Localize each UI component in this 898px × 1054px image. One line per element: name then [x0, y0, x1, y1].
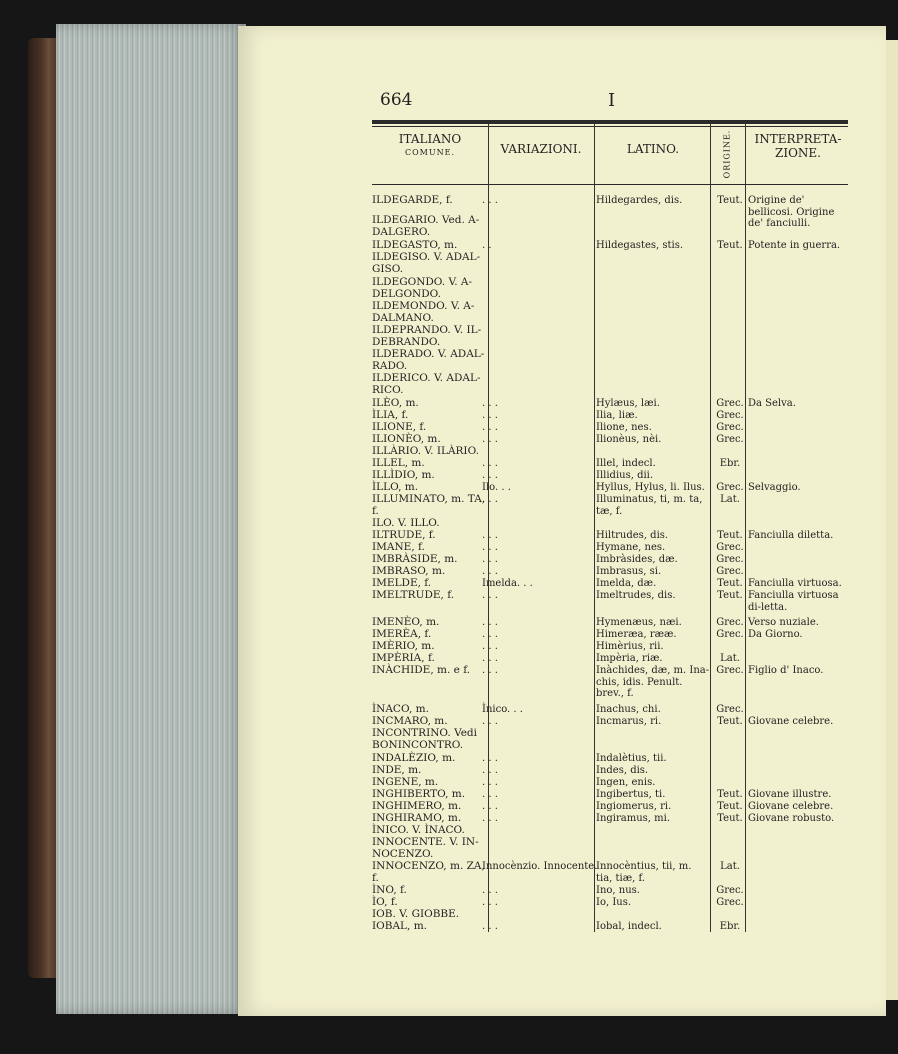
entry-italiano: INGHIBERTO, m. [372, 788, 466, 800]
entry-origine: Grec. [716, 704, 744, 715]
entry-origine: Lat. [720, 861, 740, 872]
entry-latino: Imbràsides, dæ. [596, 554, 678, 565]
entry-latino: Imeltrudes, dis. [596, 590, 676, 601]
entry-variazioni: . . . [482, 813, 498, 824]
entry-latino: Inachus, chi. [596, 704, 661, 715]
entry-latino: Ingiomerus, ri. [596, 801, 672, 812]
entry-latino: Himèrius, rii. [596, 641, 664, 652]
entry-origine: Grec. [716, 617, 744, 628]
header-variazioni: VARIAZIONI. [500, 142, 582, 156]
entry-variazioni: . . . [482, 641, 498, 652]
entry-latino: Ilionèus, nèi. [596, 434, 662, 445]
entry-italiano: INGENE, m. [372, 776, 439, 788]
entry-variazioni: . . . [482, 530, 498, 541]
entry-italiano: ILDERADO. V. ADAL-RADO. [372, 348, 485, 372]
entry-latino: Inàchides, dæ, m. Ina-chis, idis. Penult. brev., f. [596, 665, 710, 699]
entry-interpretazione: Verso nuziale. [748, 617, 819, 628]
dictionary-page [238, 26, 886, 1016]
entry-italiano: INGHIMERO, m. [372, 800, 462, 812]
entry-origine: Grec. [716, 398, 744, 409]
entry-origine: Grec. [716, 542, 744, 553]
entry-origine: Grec. [716, 410, 744, 421]
entry-latino: Iobal, indecl. [596, 921, 662, 932]
entry-italiano: INDE, m. [372, 764, 422, 776]
entry-latino: Incmarus, ri. [596, 716, 662, 727]
entry-italiano: ÌLIA, f. [372, 409, 409, 421]
entry-italiano: ILIONE, f. [372, 421, 427, 433]
entry-variazioni: . . . [482, 470, 498, 481]
entry-origine: Grec. [716, 422, 744, 433]
entry-italiano: INNOCENTE. V. IN-NOCENZO. [372, 836, 479, 860]
entry-origine: Teut. [717, 801, 743, 812]
entry-italiano: IMBRASO, m. [372, 565, 446, 577]
entry-variazioni: Ìnico. . . [482, 704, 523, 715]
entry-interpretazione: Figlio d' Inaco. [748, 665, 824, 676]
entry-italiano: INGHIRAMO, m. [372, 812, 462, 824]
entry-variazioni: . . . [482, 566, 498, 577]
entry-variazioni: Ilo. . . [482, 482, 511, 493]
entry-italiano: ÌO, f. [372, 896, 398, 908]
entry-italiano: IMELDE, f. [372, 577, 432, 589]
entry-variazioni: . . [482, 240, 492, 251]
entry-latino: Illel, indecl. [596, 458, 656, 469]
entry-latino: Hiltrudes, dis. [596, 530, 669, 541]
entry-italiano: INÀCHIDE, m. e f. [372, 664, 471, 676]
entry-italiano: IMÈRIO, m. [372, 640, 435, 652]
entry-origine: Teut. [717, 240, 743, 251]
entry-latino: Hildegastes, stis. [596, 240, 684, 251]
entry-interpretazione: Fanciulla virtuosa di-letta. [748, 590, 839, 613]
entry-variazioni: . . . [482, 410, 498, 421]
entry-interpretazione: Giovane robusto. [748, 813, 835, 824]
entry-italiano: ILDEGARDE, f. [372, 194, 453, 206]
entry-origine: Teut. [717, 813, 743, 824]
entry-italiano: IMPÈRIA, f. [372, 652, 435, 664]
entry-latino: Indes, dis. [596, 765, 649, 776]
entry-latino: Imelda, dæ. [596, 578, 657, 589]
entry-origine: Teut. [717, 590, 743, 601]
entry-interpretazione: Fanciulla diletta. [748, 530, 834, 541]
entry-italiano: ILTRUDE, f. [372, 529, 436, 541]
entry-origine: Grec. [716, 897, 744, 908]
entry-italiano: IMBRÀSIDE, m. [372, 553, 458, 565]
entry-latino: Illuminatus, ti, m. ta, tæ, f. [596, 494, 703, 517]
entry-origine: Teut. [717, 530, 743, 541]
entry-italiano: IMANE, f. [372, 541, 425, 553]
top-rule-thin [372, 126, 848, 127]
entry-variazioni: . . . [482, 422, 498, 433]
entry-italiano: IMERÈA, f. [372, 628, 432, 640]
header-latino: LATINO. [626, 142, 680, 156]
entry-italiano: ÌNICO. V. ÌNACO. [372, 824, 465, 836]
entry-variazioni: . . . [482, 195, 498, 206]
entry-variazioni: . . . [482, 629, 498, 640]
header-interpretazione: INTERPRETA-ZIONE. [754, 132, 842, 160]
entry-variazioni: Innocènzio. Innocente. [482, 861, 598, 872]
entry-origine: Grec. [716, 885, 744, 896]
entry-italiano: ILDEGARIO. Ved. A-DALGERO. [372, 214, 480, 238]
entry-latino: Hildegardes, dis. [596, 195, 683, 206]
entry-italiano: ILDEPRANDO. V. IL-DEBRANDO. [372, 324, 482, 348]
entry-italiano: IOBAL, m. [372, 920, 427, 932]
entry-italiano: INDALÈZIO, m. [372, 752, 456, 764]
entry-variazioni: . . . [482, 653, 498, 664]
entry-italiano: ILDERICO. V. ADAL-RICO. [372, 372, 481, 396]
entry-italiano: IMELTRUDE, f. [372, 589, 455, 601]
entry-origine: Teut. [717, 195, 743, 206]
entry-variazioni: . . . [482, 765, 498, 776]
entry-latino: Ingen, enis. [596, 777, 656, 788]
entry-variazioni: . . . [482, 617, 498, 628]
header-origine: ORIGINE. [722, 129, 731, 179]
entry-latino: Ingibertus, ti. [596, 789, 666, 800]
entry-origine: Teut. [717, 578, 743, 589]
entry-origine: Teut. [717, 716, 743, 727]
entry-variazioni: . . . [482, 716, 498, 727]
entry-variazioni: Imelda. . . [482, 578, 533, 589]
entry-variazioni: . . . [482, 590, 498, 601]
entry-italiano: ILDEGASTO, m. [372, 239, 458, 251]
entry-interpretazione: Potente in guerra. [748, 240, 841, 251]
entry-latino: Himeræa, rææ. [596, 629, 677, 640]
entry-italiano: ILDEGONDO. V. A-DELGONDO. [372, 276, 473, 300]
entry-variazioni: . . . [482, 897, 498, 908]
entry-latino: Innocèntius, tii, m. tia, tiæ, f. [596, 861, 692, 884]
section-letter: I [608, 90, 616, 111]
header-rule [372, 184, 848, 185]
entry-italiano: ILLEL, m. [372, 457, 425, 469]
entry-variazioni: . . . [482, 554, 498, 565]
entry-latino: Ingiramus, mi. [596, 813, 671, 824]
entry-interpretazione: Giovane illustre. [748, 789, 832, 800]
entry-interpretazione: Da Giorno. [748, 629, 803, 640]
entry-origine: Teut. [717, 789, 743, 800]
entry-origine: Grec. [716, 566, 744, 577]
entry-origine: Lat. [720, 494, 740, 505]
entry-interpretazione: Fanciulla virtuosa. [748, 578, 842, 589]
entry-latino: Ino, nus. [596, 885, 640, 896]
entry-variazioni: . . . [482, 434, 498, 445]
entry-variazioni: . . . [482, 542, 498, 553]
entry-latino: Hymenæus, næi. [596, 617, 682, 628]
entry-italiano: INNOCENZO, m. ZA, f. [372, 860, 485, 884]
entry-variazioni: . . . [482, 458, 498, 469]
entry-latino: Hymane, nes. [596, 542, 666, 553]
entry-variazioni: . . . [482, 753, 498, 764]
entry-latino: Ilia, liæ. [596, 410, 638, 421]
entry-origine: Grec. [716, 434, 744, 445]
entry-italiano: ILLUMINATO, m. TA, f. [372, 493, 486, 517]
entry-italiano: ILIONÈO, m. [372, 433, 441, 445]
entry-origine: Grec. [716, 629, 744, 640]
entry-italiano: ILLÌDIO, m. [372, 469, 435, 481]
entry-variazioni: . . . [482, 398, 498, 409]
page-number: 664 [380, 90, 413, 110]
entry-variazioni: . . . [482, 777, 498, 788]
entry-latino: Io, Ius. [596, 897, 632, 908]
entry-interpretazione: Origine de' bellicosi. Origine de' fanciulli. [748, 195, 835, 229]
entry-origine: Ebr. [719, 921, 741, 932]
entry-italiano: ILO. V. ILLO. [372, 517, 440, 529]
entry-origine: Grec. [716, 482, 744, 493]
entry-latino: Hyllus, Hylus, li. Ilus. [596, 482, 705, 493]
entry-italiano: ÌNACO, m. [372, 703, 429, 715]
entry-italiano: INCMARO, m. [372, 715, 448, 727]
entry-italiano: ILDEGISO. V. ADAL-GISO. [372, 251, 481, 275]
entry-variazioni: . . . [482, 801, 498, 812]
entry-origine: Grec. [716, 554, 744, 565]
entry-italiano: ILLÀRIO. V. ILÀRIO. [372, 445, 479, 457]
column-divider [710, 124, 711, 932]
entry-italiano: IOB. V. GIOBBE. [372, 908, 460, 920]
entry-italiano: ILÈO, m. [372, 397, 419, 409]
entry-interpretazione: Selvaggio. [748, 482, 801, 493]
entry-italiano: ÌNO, f. [372, 884, 407, 896]
entry-variazioni: . . . [482, 885, 498, 896]
entry-variazioni: . . . [482, 921, 498, 932]
entry-italiano: IMENÈO, m. [372, 616, 440, 628]
entry-latino: Ilione, nes. [596, 422, 652, 433]
header-italiano: ITALIANO COMUNE. [398, 132, 462, 157]
entry-italiano: ÌLLO, m. [372, 481, 419, 493]
entry-variazioni: . . . [482, 665, 498, 676]
entry-variazioni: . . . [482, 494, 498, 505]
entry-latino: Imbrasus, si. [596, 566, 662, 577]
entry-latino: Illidius, dii. [596, 470, 654, 481]
entry-interpretazione: Giovane celebre. [748, 801, 834, 812]
top-rule [372, 120, 848, 124]
entry-italiano: INCONTRINO. Vedi BONINCONTRO. [372, 727, 477, 751]
entry-latino: Impèria, riæ. [596, 653, 663, 664]
entry-italiano: ILDEMONDO. V. A-DALMANO. [372, 300, 475, 324]
entry-origine: Grec. [716, 665, 744, 676]
entry-interpretazione: Giovane celebre. [748, 716, 834, 727]
page-edges [56, 24, 246, 1014]
entry-interpretazione: Da Selva. [748, 398, 796, 409]
entry-latino: Hylæus, læi. [596, 398, 660, 409]
entry-latino: Indalètius, tii. [596, 753, 667, 764]
entry-origine: Lat. [720, 653, 740, 664]
entry-variazioni: . . . [482, 789, 498, 800]
entry-origine: Ebr. [719, 458, 741, 469]
